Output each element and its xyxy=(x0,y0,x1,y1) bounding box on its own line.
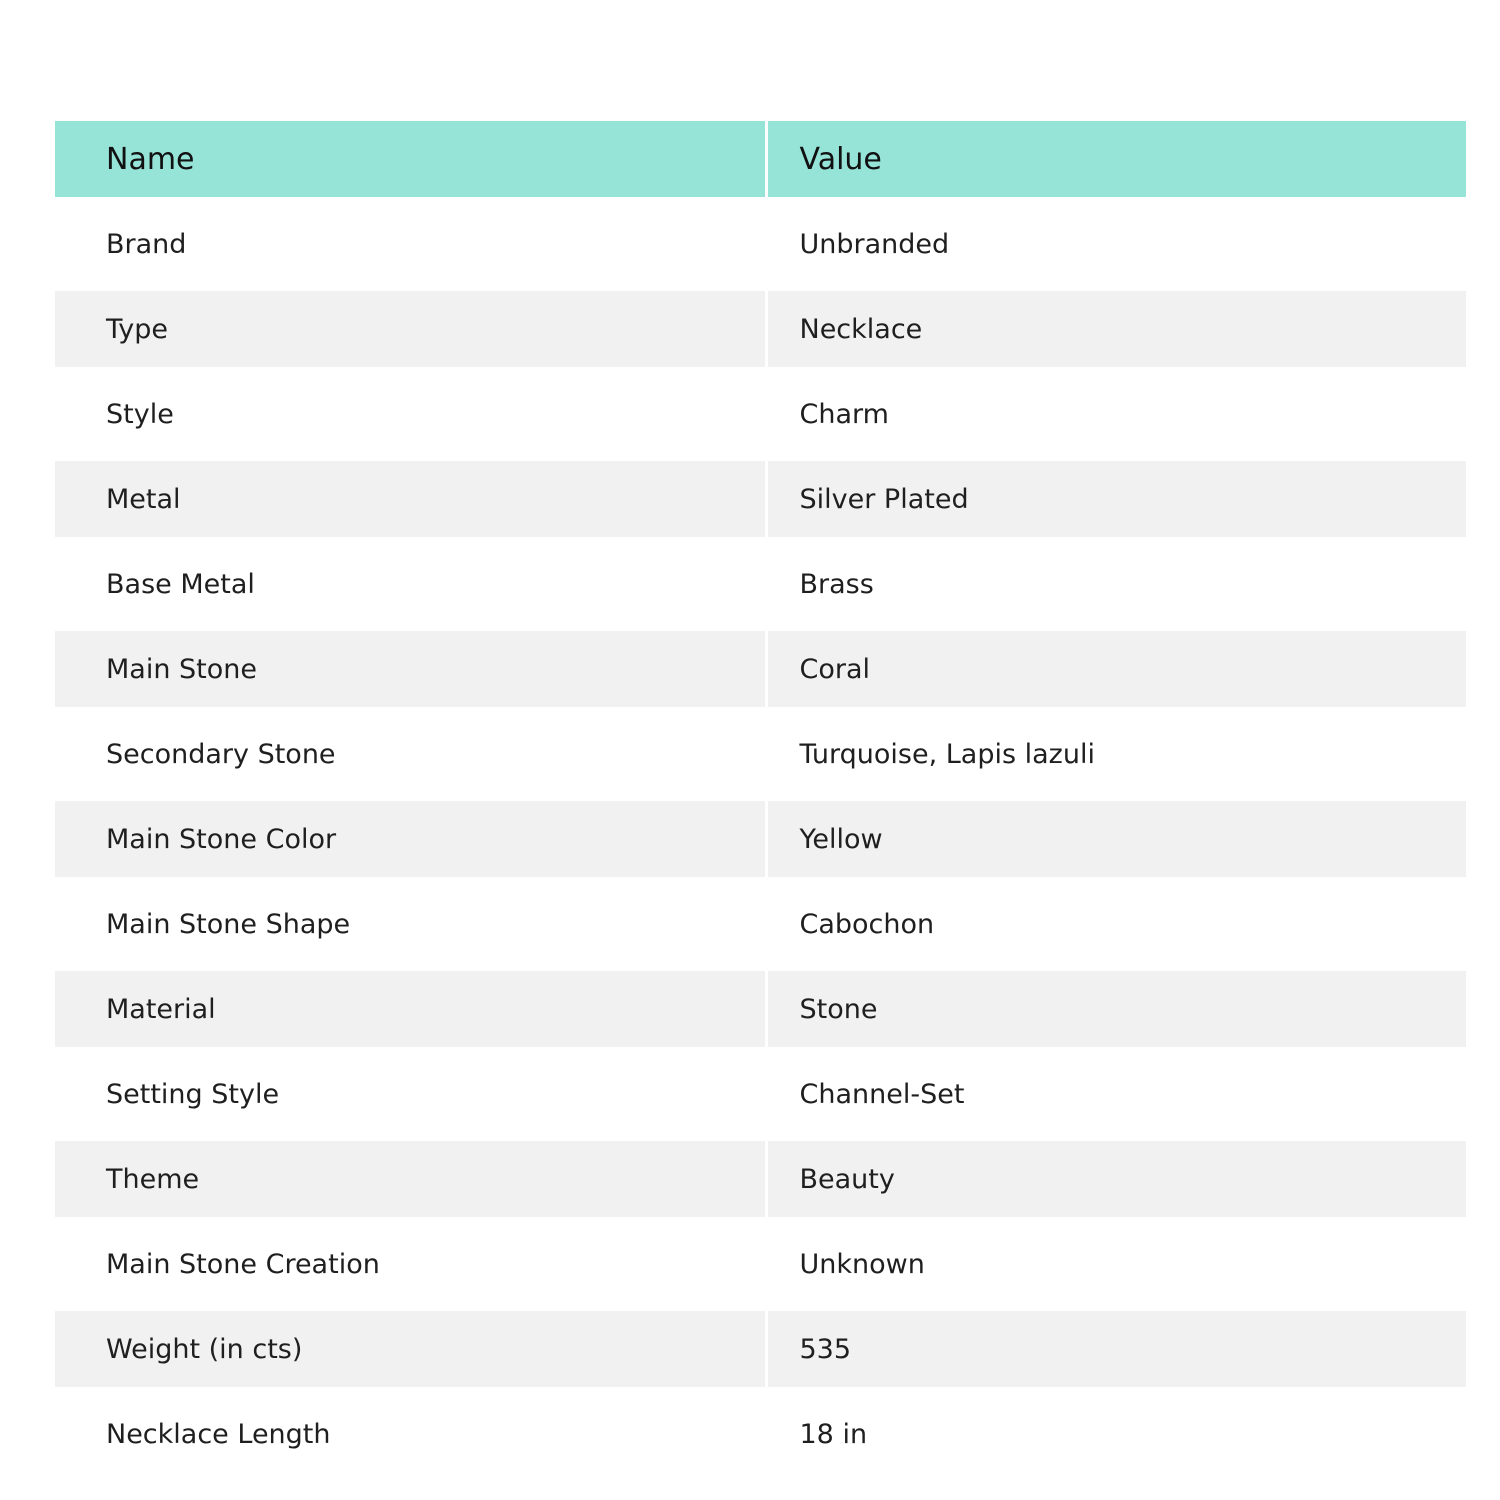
column-header-value: Value xyxy=(766,121,1466,197)
row-name-cell: Setting Style xyxy=(55,1047,766,1141)
row-name-cell: Necklace Length xyxy=(55,1387,766,1481)
table-row xyxy=(55,801,1466,877)
row-name-cell: Main Stone Color xyxy=(55,801,766,877)
row-name-cell: Metal xyxy=(55,461,766,537)
table-row xyxy=(55,1217,1466,1311)
row-name-cell: Secondary Stone xyxy=(55,707,766,801)
row-name-cell: Theme xyxy=(55,1141,766,1217)
row-value-cell: Necklace xyxy=(766,291,1466,367)
table-row xyxy=(55,1387,1466,1481)
row-name-cell: Main Stone xyxy=(55,631,766,707)
row-value-cell: Cabochon xyxy=(766,877,1466,971)
table-row xyxy=(55,1047,1466,1141)
row-value-cell: Stone xyxy=(766,971,1466,1047)
table-row xyxy=(55,537,1466,631)
table-row xyxy=(55,1311,1466,1387)
row-name-cell: Base Metal xyxy=(55,537,766,631)
row-name-cell: Material xyxy=(55,971,766,1047)
table-header-row xyxy=(55,121,1466,197)
row-value-cell: Unknown xyxy=(766,1217,1466,1311)
column-header-name: Name xyxy=(55,121,766,197)
row-value-cell: Unbranded xyxy=(766,197,1466,291)
row-name-cell: Main Stone Shape xyxy=(55,877,766,971)
row-name-cell: Type xyxy=(55,291,766,367)
row-value-cell: Turquoise, Lapis lazuli xyxy=(766,707,1466,801)
row-value-cell: Coral xyxy=(766,631,1466,707)
item-specifics-table xyxy=(55,121,1466,1481)
row-value-cell: Brass xyxy=(766,537,1466,631)
row-name-cell: Weight (in cts) xyxy=(55,1311,766,1387)
row-name-cell: Style xyxy=(55,367,766,461)
table-row xyxy=(55,707,1466,801)
row-value-cell: Channel-Set xyxy=(766,1047,1466,1141)
row-value-cell: Yellow xyxy=(766,801,1466,877)
table-row xyxy=(55,631,1466,707)
table-row xyxy=(55,461,1466,537)
row-value-cell: Silver Plated xyxy=(766,461,1466,537)
row-value-cell: 18 in xyxy=(766,1387,1466,1481)
table-body xyxy=(55,197,1466,1481)
row-name-cell: Main Stone Creation xyxy=(55,1217,766,1311)
table-header xyxy=(55,121,1466,197)
table-row xyxy=(55,291,1466,367)
row-name-cell: Brand xyxy=(55,197,766,291)
table-row xyxy=(55,971,1466,1047)
table-row xyxy=(55,877,1466,971)
table-row xyxy=(55,367,1466,461)
table-row xyxy=(55,1141,1466,1217)
row-value-cell: Charm xyxy=(766,367,1466,461)
row-value-cell: 535 xyxy=(766,1311,1466,1387)
row-value-cell: Beauty xyxy=(766,1141,1466,1217)
table-row xyxy=(55,197,1466,291)
